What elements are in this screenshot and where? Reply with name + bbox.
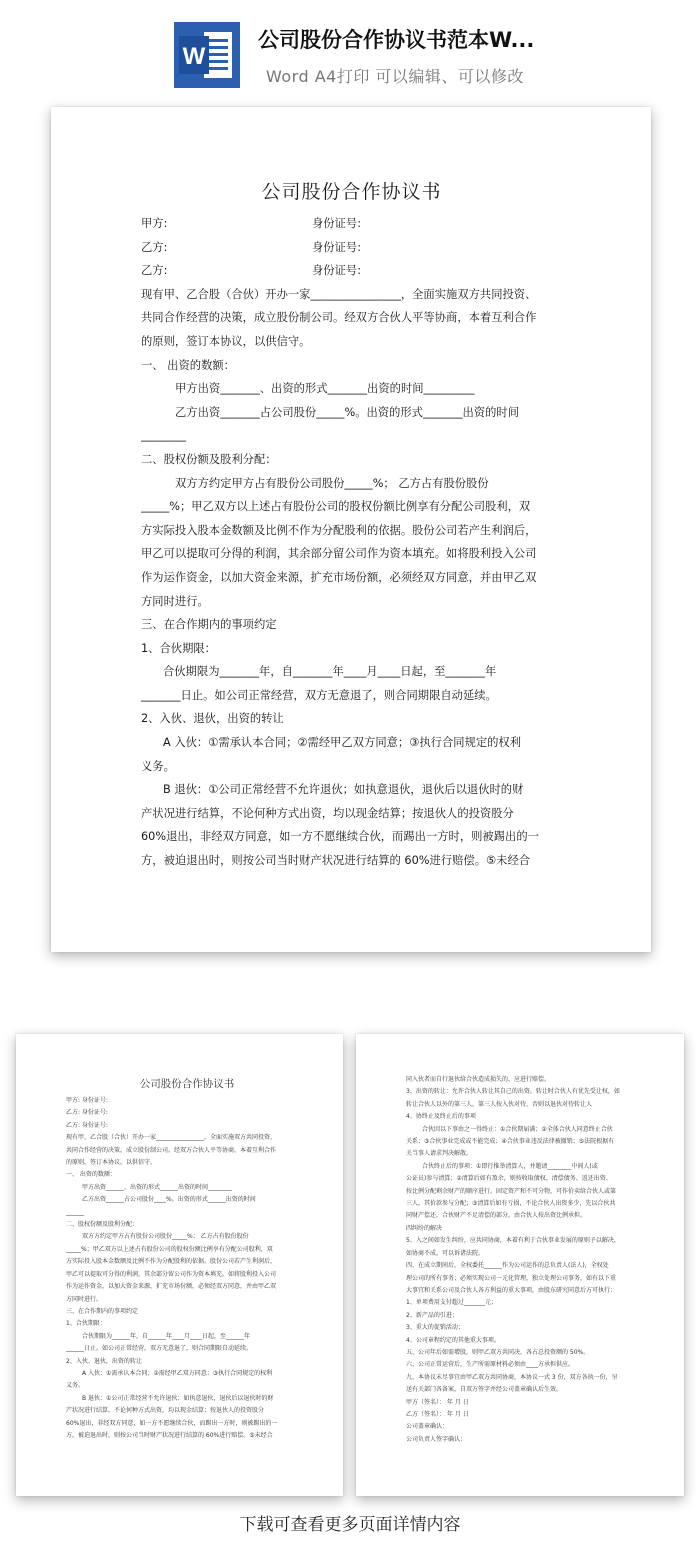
body-line: 现有甲、乙合股（合伙）开办一家________________，全面实施双方共同投资、	[141, 287, 537, 301]
thumbnail-line: 三人，其价款参与分配；③清算后如有亏损，不论合伙人出资多少，先以合伙共	[406, 1200, 616, 1208]
thumbnail-line: 3、出资的转让：允许合伙人转让其自己的出资。转让时合伙人有优先受让权，如	[406, 1088, 620, 1096]
party-role: 甲方:	[141, 217, 168, 230]
main-page-preview[interactable]	[51, 107, 651, 952]
thumbnail-line: 二、股权份额及股利分配：	[66, 1221, 139, 1229]
body-line: ________	[141, 429, 187, 443]
sub-heading: 1、合伙期限：	[141, 641, 216, 655]
thumbnail-line: 合伙期限为______年，自______年____月____日起，至______年	[82, 1332, 251, 1340]
page-1-thumbnail[interactable]	[16, 1034, 343, 1496]
thumbnail-line: 义务。	[66, 1382, 85, 1390]
party-row	[141, 259, 562, 283]
party-id-label: 身份证号:	[312, 240, 361, 254]
thumbnail-line: 转让合伙人以外的第三人，第三人按入伙对待，否则以退伙对待转让人	[406, 1100, 593, 1108]
agreement-title: 公司股份合作协议书	[261, 181, 442, 203]
party-role: 乙方:	[141, 240, 168, 254]
body-line: _____%；甲乙双方以上述占有股份公司的股权份额比例享有分配公司股利，双	[141, 500, 531, 514]
document-title: 公司股份合作协议书范本W...	[258, 28, 535, 52]
party-row	[141, 236, 562, 260]
thumbnail-line: 2、新产品的引进；	[406, 1311, 458, 1319]
thumbnail-line: 乙方: 身份证号:	[66, 1121, 108, 1129]
body-line: 乙方出资_______占公司股份_____%。出资的形式_______出资的时间	[175, 405, 519, 419]
thumbnail-line: 产状况进行结算，不论何种方式出资，均以现金结算；按退伙人的投资股分	[66, 1407, 265, 1415]
body-line: 双方方约定甲方占有股份公司股份_____%； 乙方占有股份股份	[175, 476, 489, 490]
body-line: 作为运作资金，以加大资金来源，扩充市场份额，必须经双方同意，并由甲乙双	[141, 570, 537, 584]
thumbnail-line: 方实际投入股本金数额及比例不作为分配股利的依据。股份公司若产生利润后，	[66, 1258, 277, 1266]
thumbnail-line: 送有关部门各备案，自双方签字并经公司盖章确认后生效。	[406, 1386, 563, 1394]
thumbnail-line: 四纠纷的解决	[406, 1224, 443, 1232]
section-heading: 一、 出资的数额：	[141, 358, 235, 372]
party-role: 乙方:	[141, 264, 168, 278]
main-page-content	[141, 177, 562, 873]
thumbnail-line: 4、公司章程约定的其他重大事项。	[406, 1336, 500, 1344]
party-row	[141, 212, 562, 236]
body-line: _______日止。如公司正常经营，双方无意退了，则合同期限自动延续。	[141, 688, 497, 702]
body-line: 义务。	[141, 759, 175, 773]
party-id-label: 身份证号:	[312, 264, 361, 278]
thumbnail-line: 甲乙可以提取可分得的利润，其余部分留公司作为资本填充。如将股利投入公司	[66, 1270, 277, 1278]
thumbnail-line: 公司盖章确认：	[406, 1423, 449, 1431]
thumbnail-line: 关系；③合伙事业完成或不能完成；④合伙事业违反法律被撤销；⑤法院根据有	[406, 1138, 615, 1146]
body-line: 甲方出资_______、出资的形式_______出资的时间_________	[175, 382, 475, 396]
thumbnail-line: 3、重大的促销活动；	[406, 1324, 464, 1332]
thumbnail-line: 关当事人请求判决解散。	[406, 1150, 473, 1158]
thumbnail-line: 乙方: 身份证号:	[66, 1109, 108, 1117]
thumbnail-line: 大事宜和关系公司及合伙人各方利益的重大事项，由股东研究同意后方可执行：	[406, 1286, 617, 1294]
body-line: A 入伙：①需承认本合同；②需经甲乙双方同意；③执行合同规定的权利	[163, 736, 522, 750]
thumbnail-line: A 入伙：①需承认本合同；②需经甲乙双方同意；③执行合同规定的权利	[82, 1369, 273, 1377]
thumbnail-line: 共同合作经营的决策，成立股份制公司。经双方合伙人平等协商，本着互利合作	[66, 1146, 277, 1154]
thumbnail-line: 合伙因以下事由之一得终止：①合伙期届满；②全体合伙人同意终止合伙	[422, 1125, 613, 1133]
thumbnail-line: 5、入之间如发生纠纷，应共同协商，本着有利于合伙事业发展的原则予以解决，	[406, 1237, 620, 1245]
word-document-icon	[174, 22, 240, 88]
thumbnail-line: 1、单项费用支付超过_______元；	[406, 1299, 497, 1307]
body-line: 方实际投入股本金数额及比例不作为分配股利的依据。股份公司若产生利润后，	[141, 523, 537, 537]
thumbnail-line: 60%退出，非经双方同意，如一方不愿继续合伙，而踢出一方时，则被踢出的一	[66, 1419, 278, 1427]
thumbnail-line: 五、公司年后如需增股，则甲乙双方共同决，各占总投资额的 50%。	[406, 1348, 590, 1356]
thumbnail-line: 甲方: 身份证号:	[66, 1097, 108, 1104]
thumbnail-line: 乙方（签名）： 年 月 日	[406, 1410, 469, 1418]
party-id-label: 身份证号:	[312, 217, 361, 230]
thumbnail-line: 按比例分配剩余财产的顺序进行。固定资产和不可分物，可作价卖给合伙人或第	[406, 1187, 617, 1195]
body-line: 方同时进行。	[141, 594, 209, 608]
thumbnail-line: 乙方出资______占公司股份____%。出资的形式______出资的时间	[82, 1196, 256, 1204]
thumbnail-line: ______	[66, 1208, 84, 1216]
thumbnail-line: 公司负责人签字确认：	[406, 1435, 467, 1443]
body-line: 产状况进行结算，不论何种方式出资，均以现金结算；按退伙人的投资股分	[141, 806, 514, 820]
thumbnail-line: ______日止。如公司正常经营，双方无意退了，则合同期限自动延续。	[66, 1345, 253, 1353]
body-line: B 退伙：①公司正常经营不允许退伙；如执意退伙，退伙后以退伙时的财	[163, 783, 524, 797]
word-icon-letter: W	[182, 43, 206, 70]
thumbnail-title: 公司股份合作协议书	[139, 1078, 235, 1090]
document-subtitle: Word A4打印 可以编辑、可以修改	[266, 67, 524, 86]
download-more-link[interactable]: 下载可查看更多页面详情内容	[239, 1515, 461, 1535]
thumbnail-line: 1、合伙期限：	[66, 1320, 106, 1328]
thumbnail-line: 如协商不成，可以诉诸法院。	[406, 1249, 485, 1257]
thumbnail-line: 甲方出资______、出资的形式______出资的时间________	[82, 1183, 233, 1191]
thumbnail-content	[406, 1074, 646, 1446]
body-line: 方，被迫退出时，则按公司当时财产状况进行结算的 60%进行赔偿。⑤未经合	[141, 854, 531, 868]
section-heading: 二、股权份额及股利分配：	[141, 452, 277, 466]
body-line: 60%退出，非经双方同意，如一方不愿继续合伙，而踢出一方时，则被踢出的一	[141, 830, 539, 844]
thumbnail-line: 甲方（签名）： 年 月 日	[406, 1398, 469, 1406]
thumbnail-line: 4、协终止及终止后的事项	[406, 1113, 476, 1121]
thumbnail-line: 现有甲、乙合股（合伙）开办一家________________，全面实施双方共同投资、	[66, 1134, 277, 1142]
thumbnail-line: 同财产偿还，合伙财产不足清偿的部分，由合伙人按出资比例承担。	[406, 1212, 587, 1220]
thumbnail-line: 理公司的所有事务；必须实现公司一元化管理，独立处理公司事务，如有以下重	[406, 1274, 617, 1282]
sub-heading: 2、入伙、退伙，出资的转让	[141, 712, 284, 726]
thumbnail-line: 公证员)参与清算；②清算后如有盈余，则按收取债权、清偿债务、返还出资、	[406, 1175, 612, 1183]
thumbnail-line: 方同时进行。	[66, 1295, 103, 1303]
thumbnail-line: 三、在合作期内的事项约定	[66, 1307, 139, 1315]
thumbnail-line: 作为运作资金，以加大资金来源，扩充市场份额，必须经双方同意，并由甲乙双	[66, 1283, 277, 1291]
thumbnail-line: B 退伙：①公司正常经营不允许退伙；如执意退伙，退伙后以退伙时的财	[82, 1394, 274, 1402]
thumbnail-line: 双方方约定甲方占有股份公司股份_____%； 乙方占有股份股份	[82, 1233, 249, 1241]
body-line: 甲乙可以提取可分得的利润，其余部分留公司作为资本填充。如将股利投入公司	[141, 547, 537, 561]
thumbnail-line: 方，被迫退出时，则按公司当时财产状况进行结算的 60%进行赔偿。⑤未经合	[66, 1431, 273, 1439]
body-line: 合伙期限为_______年，自_______年____月____日起，至_______年	[163, 665, 497, 679]
body-line: 的原则，签订本协议，以供信守。	[141, 334, 311, 348]
page-2-thumbnail[interactable]	[356, 1034, 684, 1496]
header	[0, 0, 700, 100]
thumbnail-line: 一、 出资的数额：	[66, 1171, 116, 1179]
thumbnail-line: _____%；甲乙双方以上述占有股份公司的股权份额比例享有分配公司股利，双	[66, 1245, 273, 1253]
thumbnail-line: 四、在成立期间后，全权委托______作为公司运作的总负责人(法人)，全权处	[406, 1262, 609, 1270]
thumbnail-line: 六、公司正常运营后，生产所需原材料必须由____方承担供应。	[406, 1361, 575, 1369]
thumbnail-line: 2、入伙、退伙，出资的转让	[66, 1357, 142, 1365]
thumbnail-line: 同入伙者而自行退伙给合伙造成损失的，应进行赔偿。	[406, 1076, 551, 1083]
thumbnail-line: 合伙终止后的事项：①即行推举清算人，并邀请________中间人(或	[422, 1162, 598, 1170]
body-line: 共同合作经营的决策，成立股份制公司。经双方合伙人平等协商，本着互利合作	[141, 311, 537, 325]
thumbnail-line: 九、本协议未尽事宜由甲乙双方共同协商，本协议一式 3 份，双方各执一份，呈	[406, 1373, 618, 1381]
thumbnail-content	[66, 1076, 308, 1442]
thumbnail-line: 的原则，签订本协议，以供信守。	[66, 1159, 157, 1167]
section-heading: 三、在合作期内的事项约定	[141, 618, 277, 632]
